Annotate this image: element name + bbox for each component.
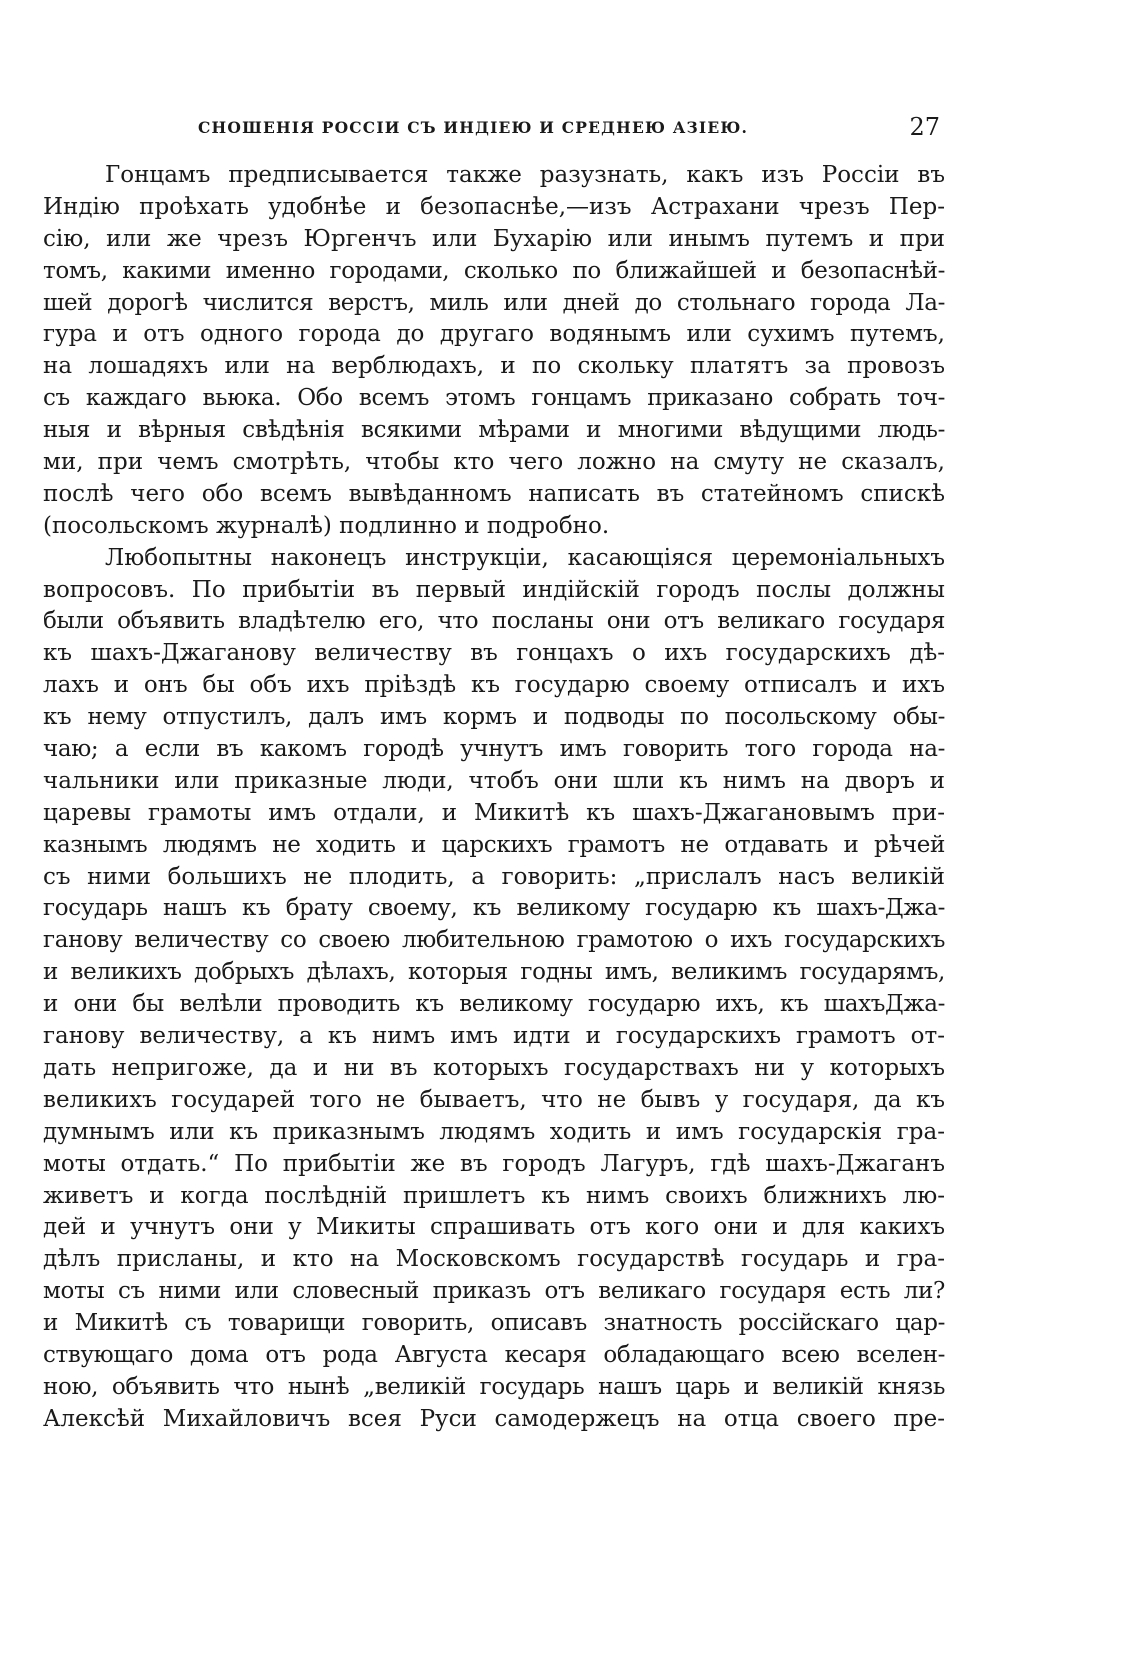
text-line: Индію проѣхать удобнѣе и безопаснѣе,—изъ Астрахани чрезъ Пер- — [43, 193, 945, 220]
text-line: ною, объявить что нынѣ „великій государь нашъ царь и великій князь — [43, 1373, 945, 1400]
page-header — [198, 113, 940, 144]
text-line: томъ, какими именно городами, сколько по ближайшей и безопаснѣй- — [43, 257, 945, 284]
text-line: дѣлъ присланы, и кто на Московскомъ государствѣ государь и гра- — [43, 1246, 945, 1273]
text-line: лахъ и онъ бы объ ихъ пріѣздѣ къ государю своему отписалъ и ихъ — [43, 672, 945, 699]
text-line: ганову величеству со своею любительною грамотою о ихъ государскихъ — [43, 927, 945, 954]
text-line: (посольскомъ журналѣ) подлинно и подробно. — [43, 512, 610, 539]
text-line: шей дорогѣ числится верстъ, миль или дней до стольнаго города Ла- — [43, 289, 945, 316]
text-line: дей и учнутъ они у Микиты спрашивать отъ кого они и для какихъ — [43, 1214, 945, 1241]
running-title: СНОШЕНІЯ РОССІИ СЪ ИНДІЕЮ И СРЕДНЕЮ АЗІЕЮ. — [198, 118, 749, 137]
text-line: моты отдать.“ По прибытіи же въ городъ Лагуръ, гдѣ шахъ-Джаганъ — [43, 1150, 945, 1177]
text-line: гура и отъ одного города до другаго водянымъ или сухимъ путемъ, — [43, 321, 945, 348]
text-line: дать непригоже, да и ни въ которыхъ государствахъ ни у которыхъ — [43, 1054, 945, 1081]
text-line: съ ними большихъ не плодить, а говорить: „прислалъ насъ великій — [43, 863, 945, 890]
text-line: Алексѣй Михайловичъ всея Руси самодержецъ на отца своего пре- — [43, 1405, 945, 1432]
text-line: и великихъ добрыхъ дѣлахъ, которыя годны имъ, великимъ государямъ, — [43, 959, 945, 986]
text-line: Любопытны наконецъ инструкціи, касающіяся церемоніальныхъ — [105, 544, 945, 571]
text-line: государь нашъ къ брату своему, къ великому государю къ шахъ-Джа- — [43, 895, 945, 922]
text-line: моты съ ними или словесный приказъ отъ великаго государя есть ли? — [43, 1278, 945, 1305]
paragraph-2 — [43, 543, 945, 1436]
text-line: на лошадяхъ или на верблюдахъ, и по скольку платятъ за провозъ — [43, 353, 945, 380]
text-line: чаю; а если въ какомъ городѣ учнутъ имъ говорить того города на- — [43, 736, 945, 763]
text-line: и Микитѣ съ товарищи говорить, описавъ знатность россійскаго цар- — [43, 1310, 945, 1337]
text-line: царевы грамоты имъ отдали, и Микитѣ къ шахъ-Джагановымъ при- — [43, 799, 945, 826]
text-line: ми, при чемъ смотрѣть, чтобы кто чего ложно на смуту не сказалъ, — [43, 449, 945, 476]
text-line: Гонцамъ предписывается также разузнать, какъ изъ Россіи въ — [105, 162, 945, 188]
text-line: были объявить владѣтелю его, что посланы они отъ великаго государя — [43, 608, 945, 635]
text-line: сію, или же чрезъ Юргенчъ или Бухарію или инымъ путемъ и при — [43, 225, 945, 252]
text-line: великихъ государей того не бываетъ, что не бывъ у государя, да къ — [43, 1086, 945, 1113]
text-line: живетъ и когда послѣдній пришлетъ къ нимъ своихъ ближнихъ лю- — [43, 1182, 945, 1209]
paragraph-1 — [43, 160, 945, 543]
body-text — [43, 160, 945, 1436]
text-line: послѣ чего обо всемъ вывѣданномъ написать въ статейномъ спискѣ — [43, 480, 945, 507]
text-line: ствующаго дома отъ рода Августа кесаря обладающаго всею вселен- — [43, 1341, 945, 1368]
text-line: ганову величеству, а къ нимъ имъ идти и государскихъ грамотъ от- — [43, 1023, 945, 1050]
text-line: думнымъ или къ приказнымъ людямъ ходить и имъ государскія гра- — [43, 1118, 945, 1145]
text-line: вопросовъ. По прибытіи въ первый индійскій городъ послы должны — [43, 576, 945, 603]
text-line: и они бы велѣли проводить къ великому государю ихъ, къ шахъДжа- — [43, 991, 945, 1018]
page-number: 27 — [909, 113, 940, 141]
text-line: чальники или приказные люди, чтобъ они шли къ нимъ на дворъ и — [43, 767, 945, 794]
text-line: съ каждаго вьюка. Обо всемъ этомъ гонцамъ приказано собрать точ- — [43, 385, 945, 412]
text-line: къ шахъ-Джаганову величеству въ гонцахъ о ихъ государскихъ дѣ- — [43, 640, 945, 667]
text-line: казнымъ людямъ не ходить и царскихъ грамотъ не отдавать и рѣчей — [43, 831, 945, 858]
text-line: ныя и вѣрныя свѣдѣнія всякими мѣрами и многими вѣдущими людь- — [43, 417, 945, 444]
text-line: къ нему отпустилъ, далъ имъ кормъ и подводы по посольскому обы- — [43, 704, 945, 731]
